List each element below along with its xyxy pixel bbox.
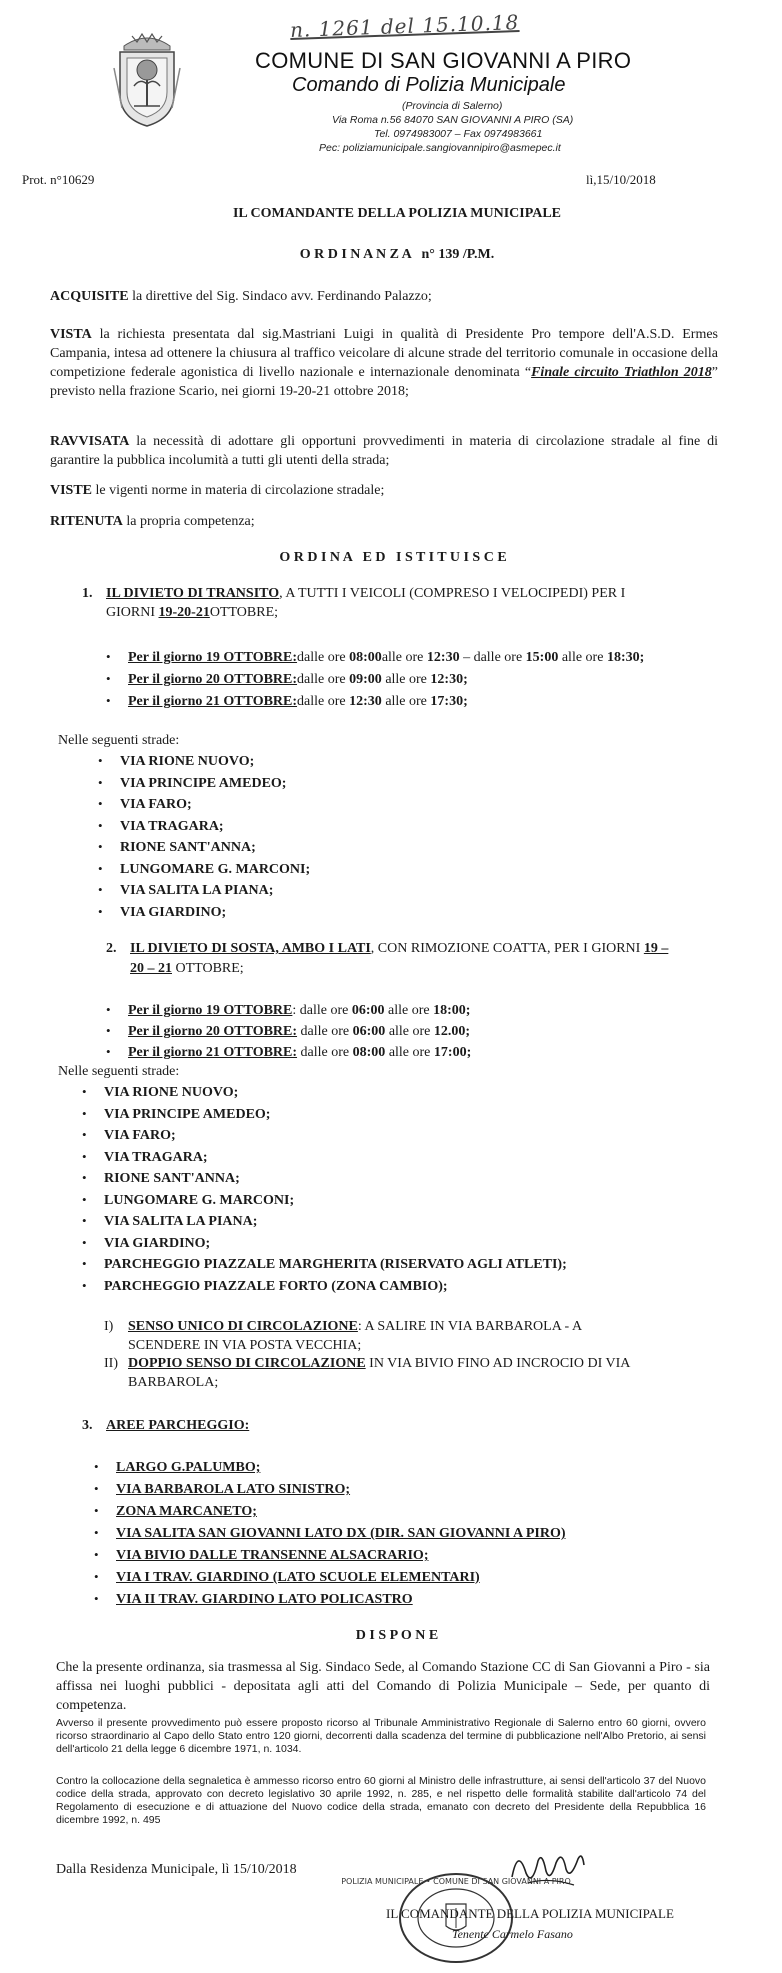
appeal-notice: Avverso il presente provvedimento può essere proposto ricorso al Tribunale Amministrativo Regionale di Salerno entro 60 giorni, ovvero ricorso straordinario al Capo dello Stato entro 120 giorni, decorrenti dalla scadenza del termine di pubblicazione nell'Albo Pretorio, ai sensi dell'articolo 21 della legge 6 dicembre 1971, n. 1034. bbox=[56, 1717, 706, 1755]
schedule-row bbox=[106, 1021, 470, 1042]
bullet-icon: • bbox=[94, 1547, 99, 1562]
list-item-text: VIA RIONE NUOVO; bbox=[120, 754, 255, 769]
schedule-text: alle ore bbox=[381, 694, 431, 709]
list-item-text: VIA TRAGARA; bbox=[104, 1149, 208, 1165]
address-line: Via Roma n.56 84070 SAN GIOVANNI A PIRO (SA) bbox=[332, 114, 574, 126]
municipal-crest-icon bbox=[112, 28, 182, 128]
bullet-icon: • bbox=[98, 860, 103, 876]
traffic-rule-title: DOPPIO SENSO DI CIRCOLAZIONE bbox=[128, 1356, 366, 1371]
traffic-rule-title: SENSO UNICO DI CIRCOLAZIONE bbox=[128, 1319, 358, 1334]
bullet-icon: • bbox=[94, 1525, 99, 1540]
traffic-rule-cont: SCENDERE IN VIA POSTA VECCHIA; bbox=[128, 1338, 362, 1353]
section1-days: GIORNI 19-20-21OTTOBRE; bbox=[106, 605, 279, 620]
schedule-day: Per il giorno 21 OTTOBRE: bbox=[128, 1045, 298, 1060]
list-item-text: VIA SALITA SAN GIOVANNI LATO DX (DIR. SAN GIOVANNI A PIRO) bbox=[116, 1526, 566, 1541]
bullet-icon: • bbox=[94, 1503, 99, 1518]
bullet-icon: • bbox=[82, 1213, 87, 1228]
list-item-text: RIONE SANT'ANNA; bbox=[104, 1171, 240, 1186]
list-item-text: PARCHEGGIO PIAZZALE MARGHERITA (RISERVATO AGLI ATLETI); bbox=[104, 1257, 567, 1272]
schedule-row bbox=[106, 647, 644, 668]
list-item-text: VIA BARBAROLA LATO SINISTRO; bbox=[116, 1482, 351, 1497]
ordina-heading: O R D I N A E D I S T I T U I S C E bbox=[279, 550, 507, 565]
bullet-icon: • bbox=[82, 1277, 87, 1293]
bullet-icon: • bbox=[82, 1148, 87, 1164]
bullet-icon: • bbox=[98, 774, 103, 790]
schedule-text: alle ore bbox=[384, 1003, 434, 1018]
list-item bbox=[94, 1501, 257, 1522]
list-item-text: LARGO G.PALUMBO; bbox=[116, 1460, 261, 1475]
list-item-text: VIA SALITA LA PIANA; bbox=[120, 883, 274, 898]
schedule-time: 06:00 bbox=[352, 1024, 386, 1039]
schedule-time: 06:00 bbox=[351, 1003, 385, 1018]
signature-name: Tenente Carmelo Fasano bbox=[452, 1927, 573, 1941]
recital-acquisite: ACQUISITE la direttive del Sig. Sindaco avv. Ferdinando Palazzo; bbox=[50, 289, 432, 304]
recital-viste: VISTE le vigenti norme in materia di circolazione stradale; bbox=[50, 483, 385, 498]
bullet-icon: • bbox=[98, 817, 103, 833]
recital-ritenuta: RITENUTA la propria competenza; bbox=[50, 514, 255, 529]
schedule-text: alle ore bbox=[385, 1045, 434, 1060]
closing-place-date: Dalla Residenza Municipale, lì 15/10/2018 bbox=[56, 1862, 297, 1877]
bullet-icon: • bbox=[82, 1084, 87, 1099]
schedule-row bbox=[106, 1042, 471, 1063]
list-item bbox=[94, 1589, 413, 1610]
bullet-icon: • bbox=[106, 1023, 111, 1038]
section2-streets-label: Nelle seguenti strade: bbox=[58, 1064, 180, 1079]
schedule-day: Per il giorno 19 OTTOBRE: bbox=[128, 650, 298, 665]
bullet-icon: • bbox=[82, 1170, 87, 1185]
bullet-icon: • bbox=[98, 882, 103, 897]
schedule-time: 18:30; bbox=[606, 650, 645, 665]
traffic-rule-number: II) bbox=[104, 1356, 118, 1371]
schedule-day: Per il giorno 19 OTTOBRE bbox=[128, 1003, 293, 1018]
list-item bbox=[82, 1190, 294, 1211]
schedule-text: alle ore bbox=[558, 650, 607, 665]
list-item bbox=[98, 816, 224, 837]
list-item-text: VIA II TRAV. GIARDINO LATO POLICASTRO bbox=[116, 1592, 413, 1607]
list-item-text: LUNGOMARE G. MARCONI; bbox=[120, 861, 311, 877]
bullet-icon: • bbox=[98, 796, 103, 811]
dispone-text: Che la presente ordinanza, sia trasmessa al Sig. Sindaco Sede, al Comando Stazione CC di San Giovanni a Piro - sia affissa nei luoghi pubblici - depositata agli atti del Comando di Polizia Municipale – Sede, per quanto di competenza. bbox=[56, 1660, 710, 1713]
traffic-rule-cont: BARBAROLA; bbox=[128, 1375, 219, 1390]
list-item-text: VIA GIARDINO; bbox=[120, 904, 227, 920]
schedule-time: 12:30; bbox=[430, 672, 468, 687]
schedule-text: dalle ore bbox=[297, 1045, 353, 1060]
list-item bbox=[94, 1479, 350, 1500]
schedule-time: 09:00 bbox=[349, 672, 382, 687]
ordinance-heading: O R D I N A N Z A n° 139 /P.M. bbox=[299, 247, 495, 262]
section2-days: 20 – 21 OTTOBRE; bbox=[130, 961, 244, 976]
schedule-text: alle ore bbox=[381, 672, 431, 687]
schedule-row bbox=[106, 1000, 470, 1021]
municipality-title: COMUNE DI SAN GIOVANNI A PIRO bbox=[255, 48, 632, 73]
list-item bbox=[98, 751, 254, 772]
list-item bbox=[94, 1545, 428, 1566]
section1-title: 1. IL DIVIETO DI TRANSITO, A TUTTI I VEICOLI (COMPRESO I VELOCIPEDI) PER I bbox=[82, 586, 626, 601]
list-item-text: ZONA MARCANETO; bbox=[116, 1504, 257, 1519]
list-item bbox=[98, 880, 273, 901]
schedule-day: Per il giorno 20 OTTOBRE: bbox=[128, 1024, 298, 1039]
schedule-text: dalle ore bbox=[297, 1024, 353, 1039]
signature-title: IL COMANDANTE DELLA POLIZIA MUNICIPALE bbox=[386, 1906, 674, 1921]
bullet-icon: • bbox=[94, 1459, 99, 1474]
authority-title: IL COMANDANTE DELLA POLIZIA MUNICIPALE bbox=[232, 206, 561, 221]
bullet-icon: • bbox=[106, 693, 111, 708]
list-item-text: VIA I TRAV. GIARDINO (LATO SCUOLE ELEMENTARI) bbox=[116, 1570, 480, 1585]
traffic-rule-number: I) bbox=[104, 1319, 114, 1334]
handwritten-note: n. 1261 del 15.10.18 bbox=[289, 10, 520, 42]
traffic-rule-text: IN VIA BIVIO FINO AD INCROCIO DI VIA bbox=[365, 1356, 631, 1371]
schedule-time: 08:00 bbox=[352, 1045, 386, 1060]
department-subtitle: Comando di Polizia Municipale bbox=[292, 74, 566, 96]
schedule-row bbox=[106, 669, 468, 690]
phone-line: Tel. 0974983007 – Fax 0974983661 bbox=[374, 128, 543, 140]
list-item bbox=[82, 1168, 240, 1189]
bullet-icon: • bbox=[82, 1256, 87, 1271]
list-item bbox=[98, 773, 286, 794]
list-item bbox=[82, 1125, 176, 1146]
bullet-icon: • bbox=[98, 753, 103, 768]
list-item bbox=[82, 1254, 567, 1275]
schedule-time: 12:30 bbox=[426, 650, 460, 665]
schedule-text: alle ore bbox=[381, 650, 427, 665]
list-item-text: VIA RIONE NUOVO; bbox=[104, 1085, 239, 1100]
recital-vista: VISTA la richiesta presentata dal sig.Mastriani Luigi in qualità di Presidente Pro tempore dell'A.S.D. Ermes Campania, intesa ad ottenere la chiusura al traffico veicolare di alcune strade del territorio comunale in occasione della competizione federale agonistica di livello nazionale e internazionale denominata “Finale circuito Triathlon 2018” previsto nella frazione Scario, nei giorni 19-20-21 ottobre 2018; bbox=[50, 327, 718, 399]
list-item bbox=[98, 794, 192, 815]
list-item-text: LUNGOMARE G. MARCONI; bbox=[104, 1192, 295, 1208]
list-item-text: VIA BIVIO DALLE TRANSENNE ALSACRARIO; bbox=[116, 1548, 429, 1563]
bullet-icon: • bbox=[94, 1591, 99, 1606]
list-item-text: VIA PRINCIPE AMEDEO; bbox=[104, 1106, 271, 1122]
schedule-time: 08:00 bbox=[349, 650, 382, 665]
bullet-icon: • bbox=[106, 649, 111, 664]
section3-title: 3. AREE PARCHEGGIO: bbox=[82, 1418, 250, 1433]
list-item-text: VIA SALITA LA PIANA; bbox=[104, 1214, 258, 1229]
bullet-icon: • bbox=[106, 1044, 111, 1059]
schedule-time: 17:00; bbox=[433, 1045, 472, 1060]
schedule-row bbox=[106, 691, 468, 712]
section2-title: 2. IL DIVIETO DI SOSTA, AMBO I LATI, CON RIMOZIONE COATTA, PER I GIORNI 19 – bbox=[106, 941, 669, 956]
province-line: (Provincia di Salerno) bbox=[402, 100, 503, 112]
schedule-text: – dalle ore bbox=[459, 650, 526, 665]
list-item-text: VIA PRINCIPE AMEDEO; bbox=[120, 775, 287, 791]
list-item bbox=[82, 1233, 210, 1254]
list-item-text: VIA FARO; bbox=[120, 797, 192, 812]
schedule-text: dalle ore bbox=[297, 694, 350, 709]
list-item bbox=[82, 1082, 238, 1103]
schedule-text: dalle ore bbox=[297, 650, 350, 665]
schedule-time: 12:30 bbox=[349, 694, 382, 709]
schedule-day: Per il giorno 20 OTTOBRE: bbox=[128, 672, 298, 687]
bullet-icon: • bbox=[94, 1569, 99, 1584]
bullet-icon: • bbox=[106, 1002, 111, 1017]
recital-ravvisata: RAVVISATA la necessità di adottare gli opportuni provvedimenti in materia di circolazione stradale al fine di garantire la pubblica incolumità a tutti gli utenti della strada; bbox=[50, 434, 718, 468]
list-item-text: PARCHEGGIO PIAZZALE FORTO (ZONA CAMBIO); bbox=[104, 1278, 448, 1294]
list-item-text: VIA GIARDINO; bbox=[104, 1235, 211, 1251]
schedule-text: : dalle ore bbox=[292, 1003, 352, 1018]
schedule-text: alle ore bbox=[385, 1024, 434, 1039]
dispone-heading: D I S P O N E bbox=[355, 1628, 439, 1643]
list-item bbox=[82, 1104, 270, 1125]
section1-streets-label: Nelle seguenti strade: bbox=[58, 733, 180, 748]
list-item-text: VIA TRAGARA; bbox=[120, 818, 224, 834]
traffic-rule bbox=[104, 1354, 630, 1374]
bullet-icon: • bbox=[82, 1191, 87, 1207]
schedule-time: 18:00; bbox=[433, 1003, 471, 1018]
list-item bbox=[98, 902, 226, 923]
list-item bbox=[82, 1211, 257, 1232]
bullet-icon: • bbox=[106, 671, 111, 686]
list-item-text: VIA FARO; bbox=[104, 1128, 176, 1143]
list-item bbox=[82, 1276, 448, 1297]
bullet-icon: • bbox=[98, 903, 103, 919]
schedule-day: Per il giorno 21 OTTOBRE: bbox=[128, 694, 298, 709]
signage-notice: Contro la collocazione della segnaletica è ammesso ricorso entro 60 giorni al Ministro delle infrastrutture, ai sensi dell'articolo 37 del Nuovo codice della strada, approvato con decreto legislativo 30 aprile 1992, n. 285, e nel rispetto delle formalità stabilite dall'articolo 74 del Regolamento di esecuzione e di attuazione del Nuovo codice della strada, emanato con decreto del Presidente della Repubblica 16 dicembre 1992, n. 495 bbox=[56, 1775, 706, 1826]
schedule-time: 12.00; bbox=[433, 1024, 471, 1039]
list-item bbox=[98, 837, 256, 858]
bullet-icon: • bbox=[94, 1481, 99, 1496]
bullet-icon: • bbox=[82, 1105, 87, 1121]
protocol-number: Prot. n°10629 bbox=[22, 172, 95, 187]
bullet-icon: • bbox=[98, 839, 103, 854]
pec-line: Pec: poliziamunicipale.sangiovannipiro@asmepec.it bbox=[319, 142, 561, 154]
bullet-icon: • bbox=[82, 1234, 87, 1250]
list-item-text: RIONE SANT'ANNA; bbox=[120, 840, 256, 855]
document-date: lì,15/10/2018 bbox=[586, 172, 656, 187]
traffic-rule bbox=[104, 1317, 582, 1337]
traffic-rule-text: : A SALIRE IN VIA BARBAROLA - A bbox=[357, 1319, 583, 1334]
list-item bbox=[82, 1147, 208, 1168]
stamp-text: POLIZIA MUNICIPALE • COMUNE DI SAN GIOVANNI A PIRO bbox=[341, 1877, 571, 1886]
bullet-icon: • bbox=[82, 1127, 87, 1142]
list-item bbox=[98, 859, 310, 880]
list-item bbox=[94, 1457, 260, 1478]
list-item bbox=[94, 1523, 566, 1544]
schedule-time: 15:00 bbox=[525, 650, 559, 665]
signature-scribble bbox=[508, 1843, 588, 1891]
schedule-text: dalle ore bbox=[297, 672, 350, 687]
list-item bbox=[94, 1567, 480, 1588]
schedule-time: 17:30; bbox=[430, 694, 468, 709]
